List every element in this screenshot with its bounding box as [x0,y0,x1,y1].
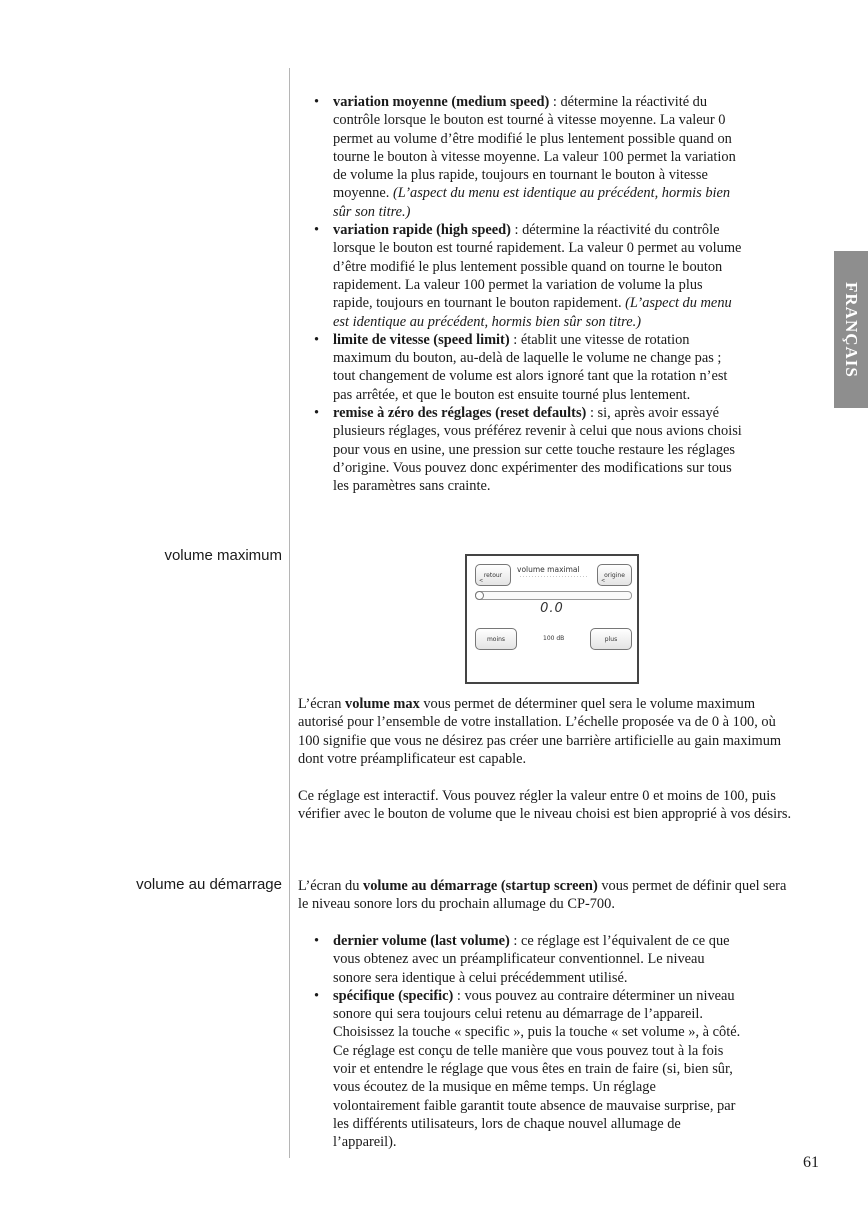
minus-button-label: moins [486,635,506,643]
bullet-term: dernier volume (last volume) [333,933,510,949]
minus-button[interactable] [475,628,517,650]
paragraph-term: volume max [345,696,420,712]
screen-title: volume maximal [517,565,580,574]
bullet-text: : détermine la réactivité du contrôle lorsque le bouton est tourné rapidement. La valeur 0 permet au volume d’être modifié le plus lentement possible quand on tourne le bouton rapidement. La valeur 100 permet la variation de volume la plus rapide, toujours en tournant le bouton rapidement. [333,222,742,312]
max-db-label: 100 dB [543,635,565,642]
paragraph-text: vous permet de déterminer quel sera le volume maximum autorisé pour l’ensemble de votre installation. L’échelle proposée va de 0 à 100, où 100 signifie que vous ne désirez pas créer une barrière artificielle au gain maximum dont votre préamplificateur est capable. [298,696,782,768]
language-tab [834,251,868,408]
paragraph-text: vous permet de définir quel sera le niveau sonore lors du prochain allumage du CP-700. [298,878,787,913]
section-label-startup-volume: volume au démarrage [136,876,282,893]
startup-paragraph [298,877,792,914]
list-item [314,221,744,331]
bullet-term: remise à zéro des réglages (reset defaults) [333,405,587,422]
list-item [314,331,744,404]
page-number: 61 [803,1154,819,1171]
bullet-term: variation moyenne (medium speed) [333,94,550,110]
bullet-note: (L’aspect du menu est identique au précédent, hormis bien sûr son titre.) [333,185,731,220]
paragraph-text: L’écran [298,696,346,712]
bullet-term: spécifique (specific) [333,987,454,1004]
margin-divider-line [289,68,290,1158]
list-item [314,987,744,1152]
settings-bullet-list [314,93,744,496]
back-arrow-icon: < [479,578,484,584]
bullet-term: variation rapide (high speed) [333,222,511,239]
bullet-text: : établit une vitesse de rotation maximum du bouton, au-delà de laquelle le volume ne change pas ; tout changement de volume est alors ignoré tant que la rotation n’est pas arrêtée, et que le bouton est ensuite tourné plus lentement. [333,331,728,403]
origin-button-label: origine [604,571,625,579]
back-button-label: retour [483,571,503,579]
list-item [314,932,744,987]
section-label-volume-maximum: volume maximum [164,547,282,564]
paragraph-term: volume au démarrage (startup screen) [363,878,598,894]
paragraph-text: L’écran du [298,878,363,894]
volume-max-paragraph-1 [298,695,792,769]
volume-max-paragraph-2: Ce réglage est interactif. Vous pouvez régler la valeur entre 0 et moins de 100, puis vérifier avec le bouton de volume que le niveau choisi est bien approprié à vos désirs. [298,788,792,823]
volume-slider[interactable] [475,591,632,600]
plus-button[interactable] [590,628,632,650]
slider-knob[interactable] [475,591,484,600]
origin-arrow-icon: < [601,578,606,584]
bullet-text: : si, après avoir essayé plusieurs réglages, vous préférez revenir à celui que nous avions choisi pour vous en usine, une pression sur cette touche restaure les réglages d’origine. Vous pouvez donc expérimenter des modifications sur tous les paramètres sans crainte. [333,405,742,495]
volume-value-display: 0.0 [540,601,564,616]
list-item [314,93,744,221]
startup-bullet-list [314,932,744,1152]
bullet-note: (L’aspect du menu est identique au précédent, hormis bien sûr son titre.) [333,295,732,330]
bullet-text: : ce réglage est l’équivalent de ce que vous obtenez avec un préamplificateur conventionnel. Le niveau sonore sera identique à celui précédemment utilisé. [333,933,730,986]
origin-button[interactable] [597,564,632,586]
back-button[interactable] [475,564,511,586]
plus-button-label: plus [604,635,618,643]
language-tab-label: FRANÇAIS [842,281,861,378]
volume-max-screen [465,554,639,684]
list-item [314,404,744,495]
bullet-text: : vous pouvez au contraire déterminer un niveau sonore qui sera toujours celui retenu au démarrage de l’appareil. Choisissez la touche « specific », puis la touche « set volume », à côté. Ce réglage est conçu de telle manière que vous pouvez tout à la fois voir et entendre le réglage que vous êtes en train de faire (si, bien sûr, vous écoutez de la musique en même temps. Un réglage volontairement faible garantit toute absence de mauvaise surprise, par les différents utilisateurs, lors de chaque nouvel allumage de l’appareil). [333,987,741,1151]
dotted-pattern [519,575,587,579]
bullet-text: : détermine la réactivité du contrôle lorsque le bouton est tourné à vitesse moyenne. La valeur 0 permet au volume d’être modifié le plus lentement possible quand on tourne le bouton à vitesse moyenne. La valeur 100 permet la variation de volume la plus rapide, toujours en tournant le bouton à vitesse moyenne. [333,94,736,202]
bullet-term: limite de vitesse (speed limit) [333,331,510,348]
